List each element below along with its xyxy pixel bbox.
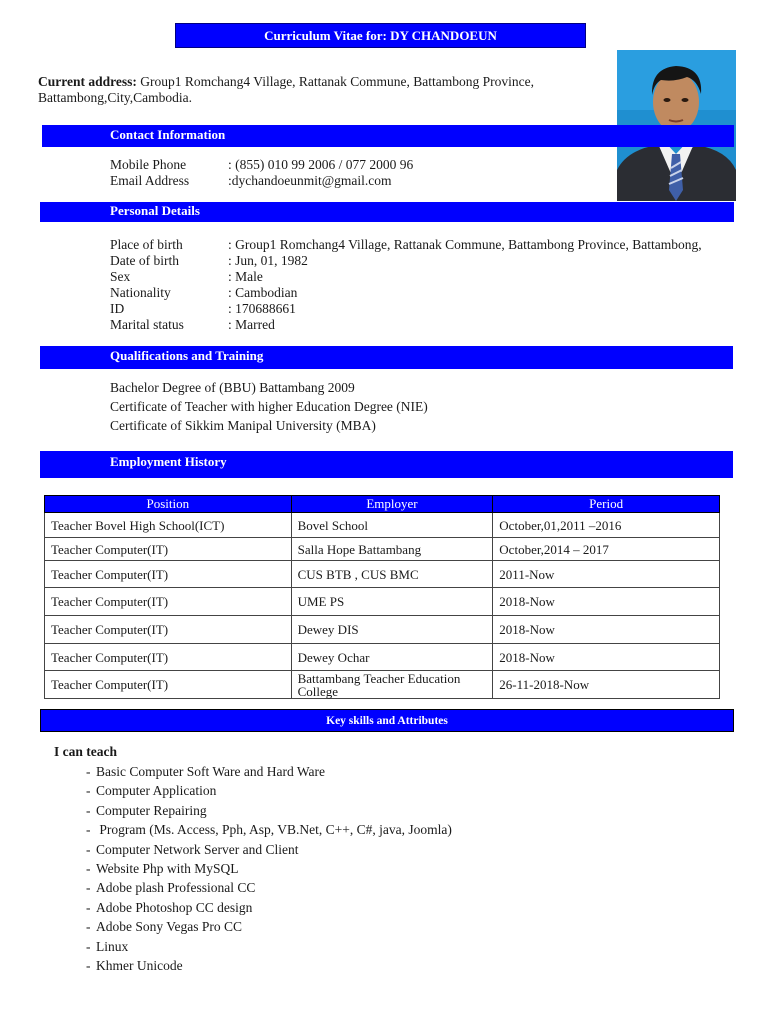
list-item: - Linux bbox=[86, 938, 129, 954]
position-cell: Teacher Computer(IT) bbox=[45, 616, 292, 644]
position-cell: Teacher Computer(IT) bbox=[45, 588, 292, 616]
skills-list bbox=[86, 762, 452, 975]
personal-value: : Cambodian bbox=[228, 285, 298, 300]
contact-key: Mobile Phone bbox=[110, 157, 187, 172]
contact-value: : (855) 010 99 2006 / 077 2000 96 bbox=[228, 157, 414, 172]
skill-text: Computer Network Server and Client bbox=[96, 841, 299, 857]
position-cell: Teacher Computer(IT) bbox=[45, 644, 292, 671]
skill-text: Website Php with MySQL bbox=[96, 860, 239, 876]
table-row bbox=[45, 513, 720, 538]
personal-section-band bbox=[40, 202, 734, 222]
employer-cell: Dewey Ochar bbox=[291, 644, 493, 671]
skills-section-band bbox=[40, 709, 734, 732]
period-cell: 2011-Now bbox=[493, 561, 720, 588]
table-row bbox=[45, 561, 720, 588]
qualification-item: Certificate of Teacher with higher Education Degree (NIE) bbox=[110, 399, 428, 414]
period-cell: 2018-Now bbox=[493, 588, 720, 616]
personal-key: ID bbox=[110, 301, 125, 316]
cv-title: Curriculum Vitae for: DY CHANDOEUN bbox=[175, 23, 586, 48]
qualification-item: Bachelor Degree of (BBU) Battambang 2009 bbox=[110, 380, 355, 395]
list-item: - Adobe Sony Vegas Pro CC bbox=[86, 919, 243, 935]
employer-cell: UME PS bbox=[291, 588, 493, 616]
contact-section-band bbox=[42, 125, 734, 147]
employment-table bbox=[44, 495, 720, 699]
qualifications-section-title: Qualifications and Training bbox=[110, 348, 264, 363]
list-item: - Program (Ms. Access, Pph, Asp, VB.Net, C++, C#, java, Joomla) bbox=[86, 822, 452, 838]
personal-value: : Male bbox=[228, 269, 263, 284]
position-cell: Teacher Computer(IT) bbox=[45, 561, 292, 588]
contact-key: Email Address bbox=[110, 173, 190, 188]
employer-cell: Battambang Teacher Education College bbox=[291, 671, 493, 699]
personal-value: : Marred bbox=[228, 317, 275, 332]
list-item: - Basic Computer Soft Ware and Hard Ware bbox=[86, 764, 326, 779]
period-cell: October,01,2011 –2016 bbox=[493, 513, 720, 538]
personal-key: Date of birth bbox=[110, 253, 179, 268]
period-cell: October,2014 – 2017 bbox=[493, 538, 720, 561]
personal-key: Nationality bbox=[110, 285, 171, 300]
employer-cell: Bovel School bbox=[291, 513, 493, 538]
list-item: - Adobe plash Professional CC bbox=[86, 880, 256, 896]
skill-text: Adobe Sony Vegas Pro CC bbox=[96, 919, 243, 935]
qualifications-section-band bbox=[40, 346, 733, 369]
personal-key: Place of birth bbox=[110, 237, 183, 252]
address-value: Group1 Romchang4 Village, Rattanak Commune, Battambong Province, bbox=[136, 74, 535, 89]
address-label: Current address: bbox=[38, 74, 137, 89]
position-cell: Teacher Computer(IT) bbox=[45, 671, 292, 699]
employment-section-title: Employment History bbox=[110, 454, 227, 469]
skill-text: Adobe plash Professional CC bbox=[96, 880, 256, 896]
employment-header-row bbox=[45, 496, 720, 513]
position-cell: Teacher Computer(IT) bbox=[45, 538, 292, 561]
table-row bbox=[45, 588, 720, 616]
list-item: - Khmer Unicode bbox=[86, 957, 183, 973]
column-header-position: Position bbox=[45, 496, 292, 513]
personal-key: Sex bbox=[110, 269, 131, 284]
personal-value: : Jun, 01, 1982 bbox=[228, 253, 308, 268]
contact-value: :dychandoeunmit@gmail.com bbox=[228, 173, 392, 188]
personal-value: : Group1 Romchang4 Village, Rattanak Commune, Battambong Province, Battambong, bbox=[228, 237, 702, 252]
skill-text: Program (Ms. Access, Pph, Asp, VB.Net, C++, C#, java, Joomla) bbox=[96, 822, 452, 838]
list-item: - Computer Repairing bbox=[86, 802, 207, 818]
period-cell: 26-11-2018-Now bbox=[493, 671, 720, 699]
personal-value: : 170688661 bbox=[228, 301, 296, 316]
employment-section-band bbox=[40, 451, 733, 478]
skill-text: Computer Application bbox=[96, 783, 217, 799]
skill-text: Khmer Unicode bbox=[96, 957, 183, 973]
skill-text: Basic Computer Soft Ware and Hard Ware bbox=[96, 764, 326, 779]
employer-cell: Dewey DIS bbox=[291, 616, 493, 644]
personal-section-title: Personal Details bbox=[110, 203, 200, 218]
skills-section-title: Key skills and Attributes bbox=[326, 715, 448, 727]
list-item: - Computer Network Server and Client bbox=[86, 841, 299, 857]
skill-text: Computer Repairing bbox=[96, 802, 207, 818]
list-item: - Website Php with MySQL bbox=[86, 860, 239, 876]
period-cell: 2018-Now bbox=[493, 616, 720, 644]
contact-section-title: Contact Information bbox=[110, 127, 226, 142]
table-row bbox=[45, 616, 720, 644]
address-line-1 bbox=[38, 74, 534, 90]
personal-key: Marital status bbox=[110, 317, 184, 332]
address-line-2: Battambong,City,Cambodia. bbox=[38, 90, 192, 105]
list-item: - Adobe Photoshop CC design bbox=[86, 899, 253, 915]
period-cell: 2018-Now bbox=[493, 644, 720, 671]
list-item: - Computer Application bbox=[86, 783, 217, 799]
employer-cell: Salla Hope Battambang bbox=[291, 538, 493, 561]
skills-intro: I can teach bbox=[54, 744, 117, 759]
skill-text: Adobe Photoshop CC design bbox=[96, 899, 253, 915]
employer-cell: CUS BTB , CUS BMC bbox=[291, 561, 493, 588]
column-header-period: Period bbox=[493, 496, 720, 513]
table-row bbox=[45, 671, 720, 699]
position-cell: Teacher Bovel High School(ICT) bbox=[45, 513, 292, 538]
table-row bbox=[45, 538, 720, 561]
column-header-employer: Employer bbox=[291, 496, 493, 513]
table-row bbox=[45, 644, 720, 671]
skill-text: Linux bbox=[96, 938, 129, 954]
qualification-item: Certificate of Sikkim Manipal University (MBA) bbox=[110, 418, 376, 433]
